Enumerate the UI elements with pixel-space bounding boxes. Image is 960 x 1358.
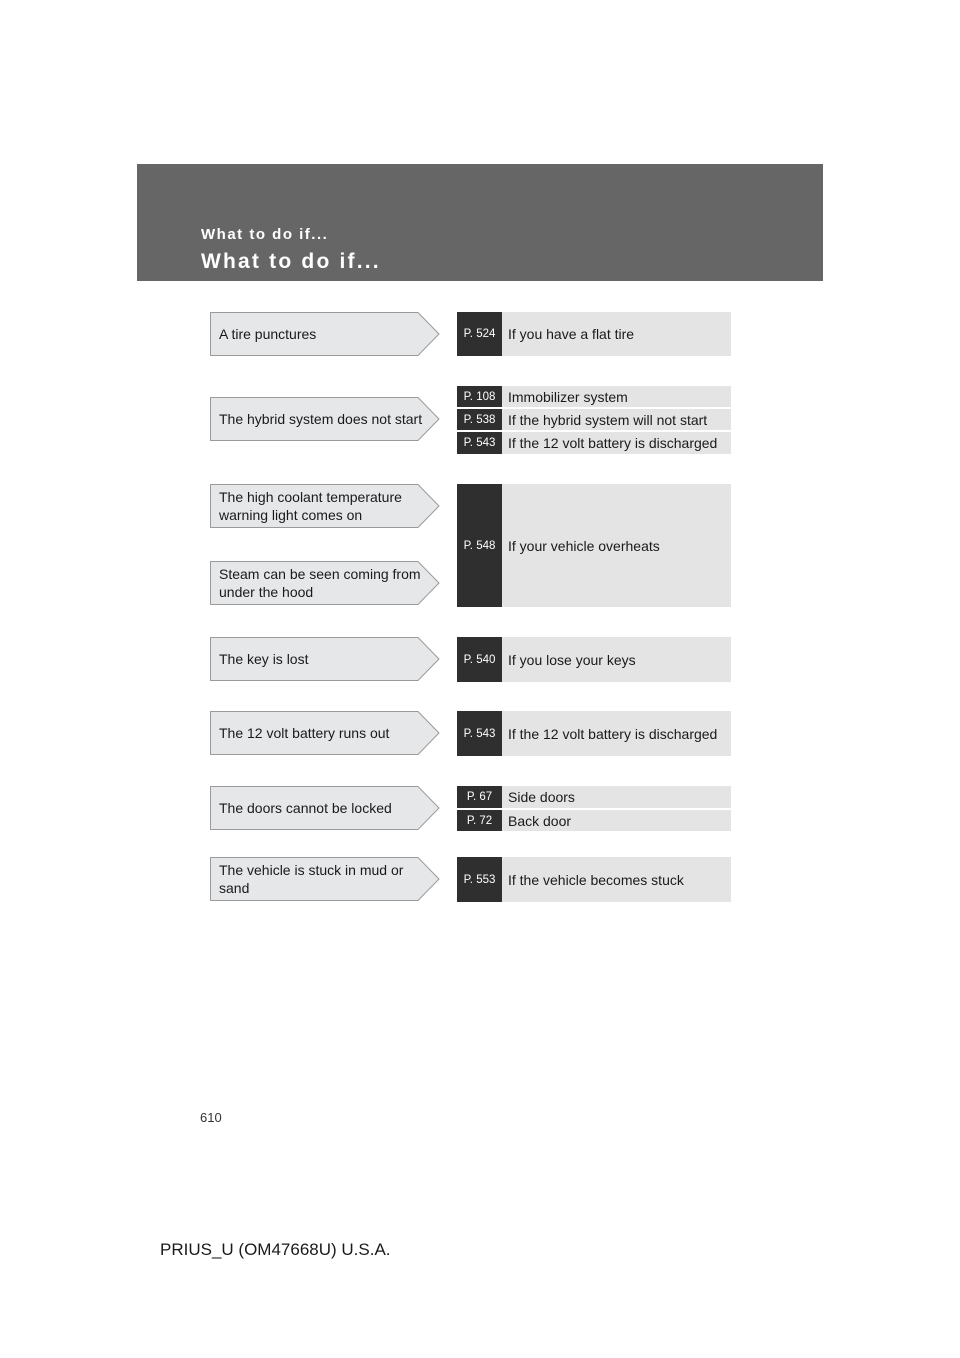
page-tag: P. 524: [457, 312, 502, 356]
reference-title: Back door: [508, 812, 572, 829]
header-small-title: What to do if...: [201, 226, 329, 243]
symptom-box: [210, 786, 440, 830]
page-tag: P. 540: [457, 637, 502, 682]
header-large-title: What to do if...: [201, 250, 381, 273]
symptom-text: The high coolant temperature warning light comes on: [219, 489, 402, 523]
reference-title: If the vehicle becomes stuck: [508, 871, 684, 888]
reference-title: If you lose your keys: [508, 651, 636, 668]
symptom-text: The hybrid system does not start: [219, 411, 423, 427]
reference-row[interactable]: [457, 432, 731, 454]
reference-row[interactable]: [457, 786, 731, 808]
reference-row[interactable]: [457, 484, 731, 607]
page-tag: P. 553: [457, 857, 502, 902]
page-tag: P. 543: [457, 711, 502, 756]
reference-title: If the 12 volt battery is discharged: [508, 435, 718, 451]
reference-row[interactable]: [457, 386, 731, 407]
reference-row[interactable]: [457, 711, 731, 756]
symptom-text: The doors cannot be locked: [219, 800, 392, 816]
symptom-box: [210, 561, 440, 605]
symptom-text: The 12 volt battery runs out: [219, 725, 390, 741]
symptom-box: [210, 711, 440, 755]
reference-row[interactable]: [457, 810, 731, 831]
section-header: [137, 164, 823, 281]
symptom-text: A tire punctures: [219, 326, 317, 342]
symptom-box: [210, 484, 440, 528]
symptom-text: The vehicle is stuck in mud or sand: [219, 862, 404, 896]
reference-row[interactable]: [457, 312, 731, 356]
symptom-box: [210, 637, 440, 681]
reference-row[interactable]: [457, 637, 731, 682]
reference-title: Immobilizer system: [508, 388, 628, 405]
reference-title: If your vehicle overheats: [508, 537, 660, 554]
reference-title: If the 12 volt battery is discharged: [508, 725, 718, 742]
page-tag: P. 67: [457, 786, 502, 808]
page-tag: P. 548: [457, 484, 502, 607]
page-tag: P. 72: [457, 810, 502, 831]
reference-title: If you have a flat tire: [508, 326, 635, 342]
page-tag: P. 108: [457, 386, 502, 407]
symptom-box: [210, 397, 440, 441]
reference-title: If the hybrid system will not start: [508, 411, 708, 428]
footer-model-code: PRIUS_U (OM47668U) U.S.A.: [160, 1240, 391, 1259]
symptom-box: [210, 312, 440, 356]
page-number: 610: [200, 1110, 222, 1125]
symptom-text: Steam can be seen coming from under the hood: [219, 566, 421, 600]
reference-title: Side doors: [508, 789, 575, 805]
page-tag: P. 543: [457, 432, 502, 454]
symptom-box: [210, 857, 440, 901]
reference-row[interactable]: [457, 857, 731, 902]
reference-row[interactable]: [457, 409, 731, 430]
symptom-text: The key is lost: [219, 651, 309, 667]
page-tag: P. 538: [457, 409, 502, 430]
